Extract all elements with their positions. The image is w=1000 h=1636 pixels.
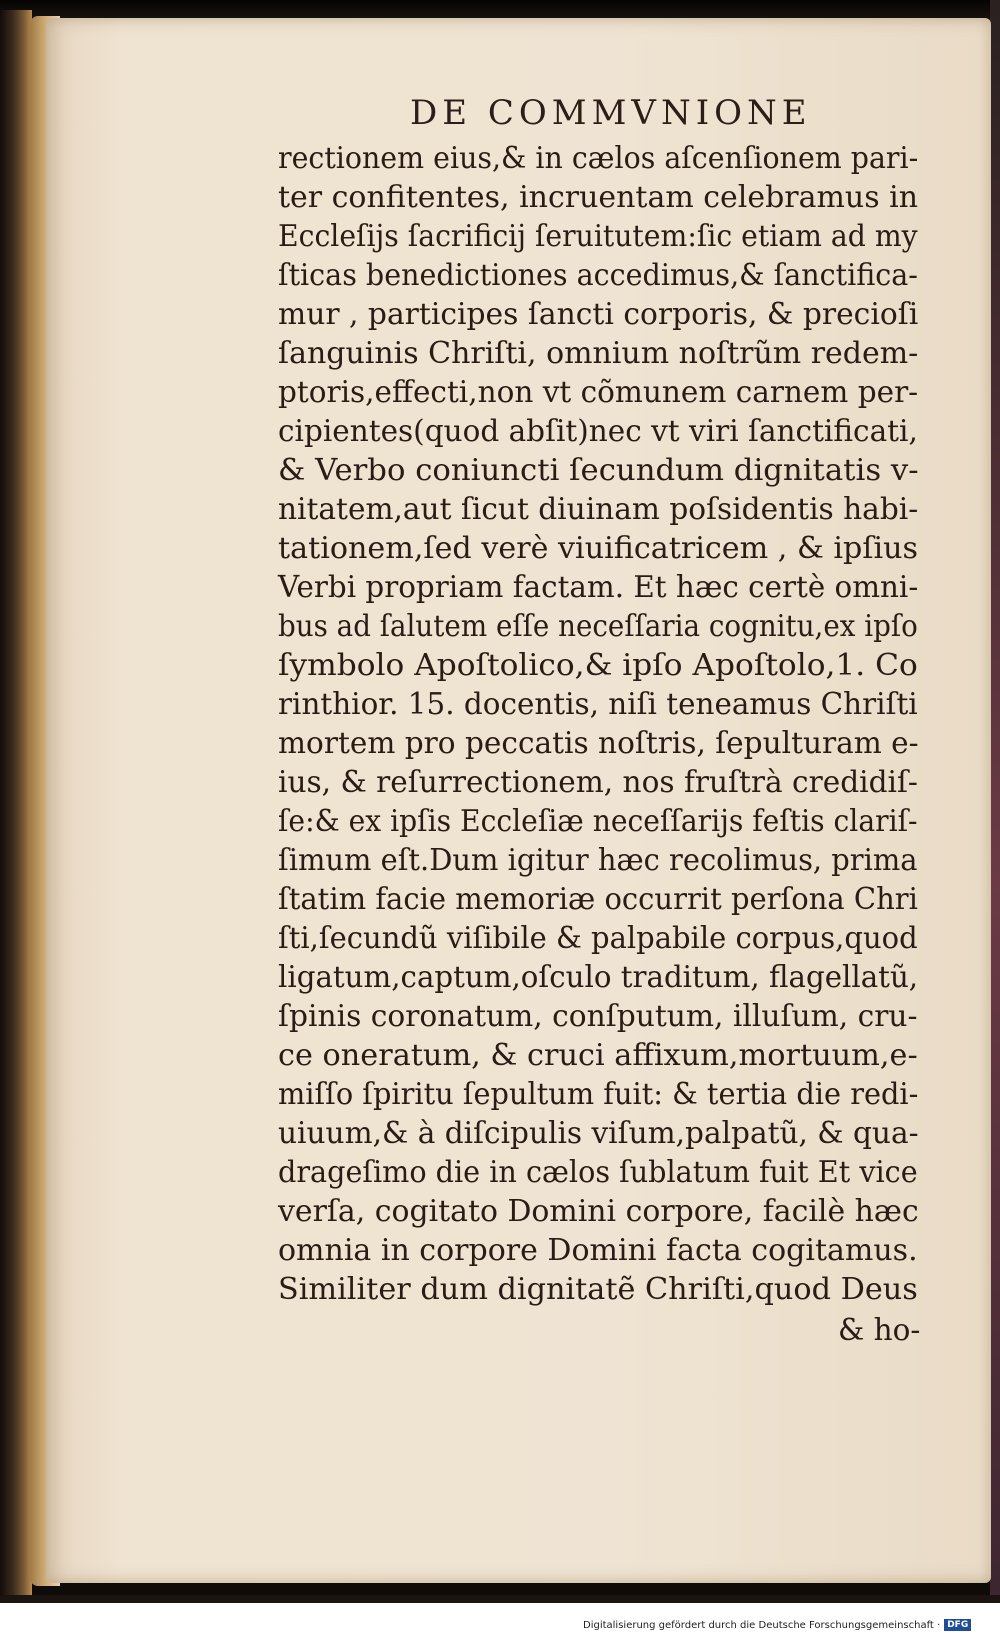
text-line: ter confitentes, incruentam celebramus in — [278, 180, 919, 214]
dfg-logo-icon: DFG — [944, 1619, 971, 1631]
funding-notice — [583, 1618, 971, 1632]
scan-right-edge — [990, 0, 1000, 1600]
text-line: & Verbo coniuncti ſecundum dignitatis v- — [278, 453, 919, 487]
text-line: ce oneratum, & cruci affixum,mortuum,e- — [278, 1038, 918, 1072]
text-line: tationem,ſed verè viuificatricem , & ipſius — [278, 531, 919, 565]
text-line: ſimum eſt.Dum igitur hæc recolimus, prima — [278, 843, 918, 877]
text-line: ptoris,effecti,non vt cõmunem carnem per- — [278, 375, 919, 409]
text-line: bus ad ſalutem eſſe neceſſaria cognitu,ex ipſo — [278, 609, 918, 643]
text-line: verſa, cogitato Domini corpore, facilè hæc — [278, 1194, 919, 1228]
text-line: mur , participes ſancti corporis, & precioſi — [278, 297, 919, 331]
funding-text: Digitalisierung gefördert durch die Deutsche Forschungsgemeinschaft · — [583, 1619, 941, 1631]
text-line: ſpinis coronatum, conſputum, illuſum, cru- — [278, 999, 918, 1033]
text-line: Similiter dum dignitatẽ Chriſti,quod Deus — [278, 1272, 918, 1306]
text-line: cipientes(quod abſit)nec vt viri ſanctificati, — [278, 414, 918, 448]
text-line: ſe:& ex ipſis Eccleſiæ neceſſarijs feſtis clariſ- — [278, 804, 918, 838]
text-line: nitatem,aut ſicut diuinam poſsidentis habi- — [278, 492, 919, 526]
running-heading: DE COMMVNIONE — [410, 93, 812, 133]
text-line: rectionem eius,& in cælos aſcenſionem pari- — [278, 141, 919, 175]
catchword: & ho- — [838, 1313, 921, 1347]
text-line: ſanguinis Chriſti, omnium noſtrũm redem- — [278, 336, 919, 370]
scan-bottom-edge — [0, 1595, 1000, 1603]
text-line: uiuum,& à diſcipulis viſum,palpatũ, & qua- — [278, 1116, 919, 1150]
text-line: rinthior. 15. docentis, niſi teneamus Chriſti — [278, 687, 918, 721]
book-binding — [0, 10, 32, 1600]
text-line: miſſo ſpiritu ſepultum fuit: & tertia die redi- — [278, 1077, 919, 1111]
body-text — [278, 138, 938, 1378]
text-line: ſymbolo Apoſtolico,& ipſo Apoſtolo,1. Co — [278, 648, 918, 682]
text-line: Verbi propriam factam. Et hæc certè omni- — [278, 570, 919, 604]
text-line: ius, & reſurrectionem, nos fruſtrà credidiſ- — [278, 765, 918, 799]
text-line: drageſimo die in cælos ſublatum fuit Et vice — [278, 1155, 918, 1189]
text-line: ſticas benedictiones accedimus,& ſanctifica- — [278, 258, 918, 292]
text-line: ſtatim facie memoriæ occurrit perſona Chri — [278, 882, 918, 916]
text-line: ligatum,captum,oſculo traditum, flagellatũ, — [278, 960, 919, 994]
text-line: mortem pro peccatis noſtris, ſepulturam e- — [278, 726, 919, 760]
text-line: ſti,ſecundũ viſibile & palpabile corpus,quod — [278, 921, 918, 955]
text-line: Eccleſijs ſacrificij ſeruitutem:ſic etiam ad my — [278, 219, 918, 253]
text-line: omnia in corpore Domini facta cogitamus. — [278, 1233, 918, 1267]
